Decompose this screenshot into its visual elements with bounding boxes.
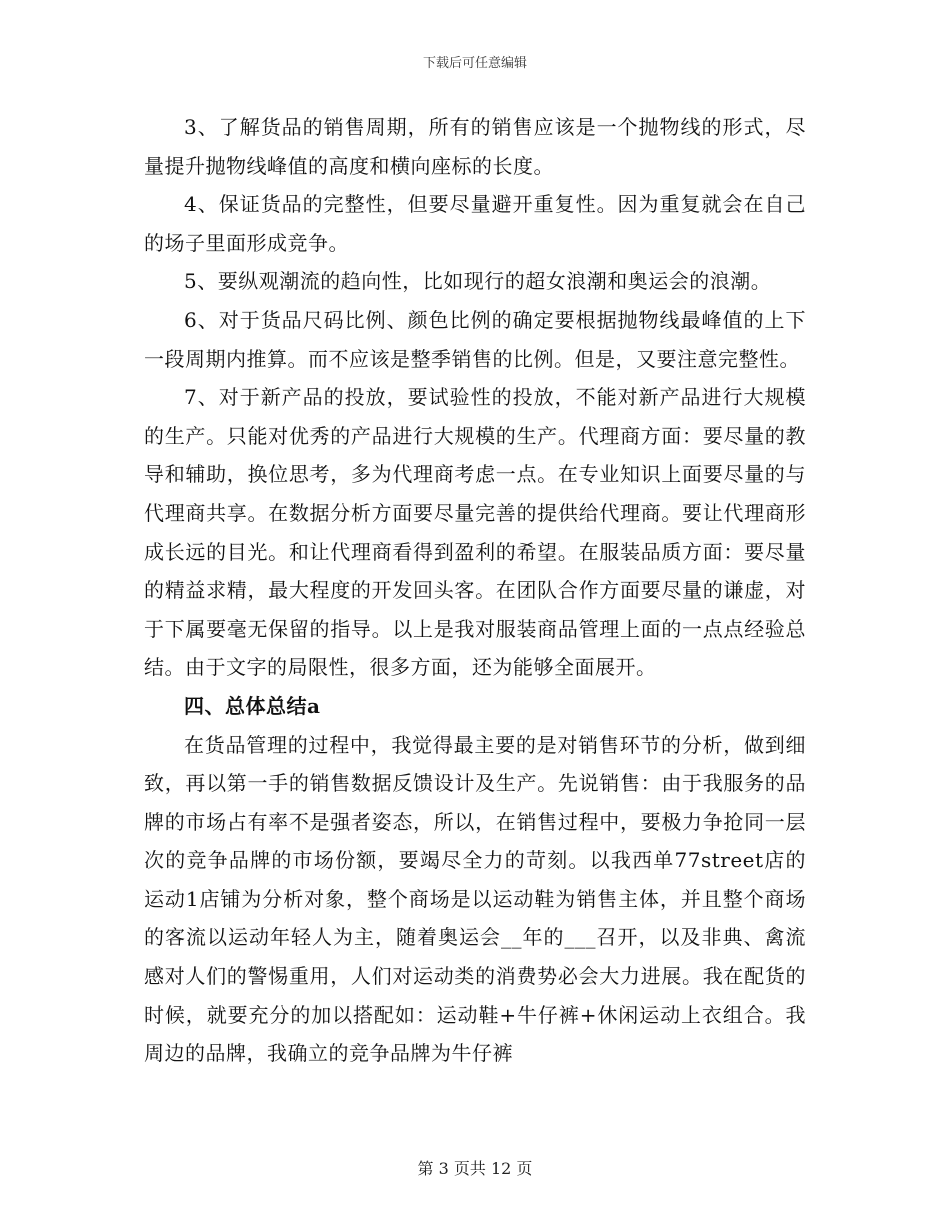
section-heading: 四、总体总结a <box>184 693 321 718</box>
paragraph-item-5: 5、要纵观潮流的趋向性，比如现行的超女浪潮和奥运会的浪潮。 <box>184 269 772 294</box>
paragraph-item-4: 4、保证货品的完整性，但要尽量避开重复性。因为重复就会在自己的场子里面形成竞争。 <box>144 192 806 255</box>
paragraph-item-6: 6、对于货品尺码比例、颜色比例的确定要根据抛物线最峰值的上下一段周期内推算。而不应该是整季销售的比例。但是，又要注意完整性。 <box>144 307 806 371</box>
page-footer: 第 3 页共 12 页 <box>417 1159 533 1178</box>
document-body <box>144 108 806 1073</box>
page-header: 下载后可任意编辑 <box>422 56 527 71</box>
paragraph-item-7: 7、对于新产品的投放，要试验性的投放，不能对新产品进行大规模的生产。只能对优秀的产品进行大规模的生产。代理商方面：要尽量的教导和辅助，换位思考，多为代理商考虑一点。在专业知识上面要尽量的与代理商共享。在数据分析方面要尽量完善的提供给代理商。要让代理商形成长远的目光。和让代理商看得到盈利的希望。在服装品质方面：要尽量的精益求精，最大程度的开发回头客。在团队合作方面要尽量的谦虚，对于下属要毫无保留的指导。以上是我对服装商品管理上面的一点点经验总结。由于文字的局限性，很多方面，还为能够全面展开。 <box>144 385 806 680</box>
summary-paragraph: 在货品管理的过程中，我觉得最主要的是对销售环节的分析，做到细致，再以第一手的销售数据反馈设计及生产。先说销售：由于我服务的品牌的市场占有率不是强者姿态，所以，在销售过程中，要极力争抢同一层次的竞争品牌的市场份额，要竭尽全力的苛刻。以我西单77street店的运动1店铺为分析对象，整个商场是以运动鞋为销售主体，并且整个商场的客流以运动年轻人为主，随着奥运会__年的___召开，以及非典、禽流感对人们的警惕重用，人们对运动类的消费势必会大力进展。我在配货的时候，就要充分的加以搭配如：运动鞋+牛仔裤+休闲运动上衣组合。我周边的品牌，我确立的竞争品牌为牛仔裤 <box>144 732 806 1066</box>
paragraph-item-3: 3、了解货品的销售周期，所有的销售应该是一个抛物线的形式，尽量提升抛物线峰值的高度和横向座标的长度。 <box>144 115 806 178</box>
